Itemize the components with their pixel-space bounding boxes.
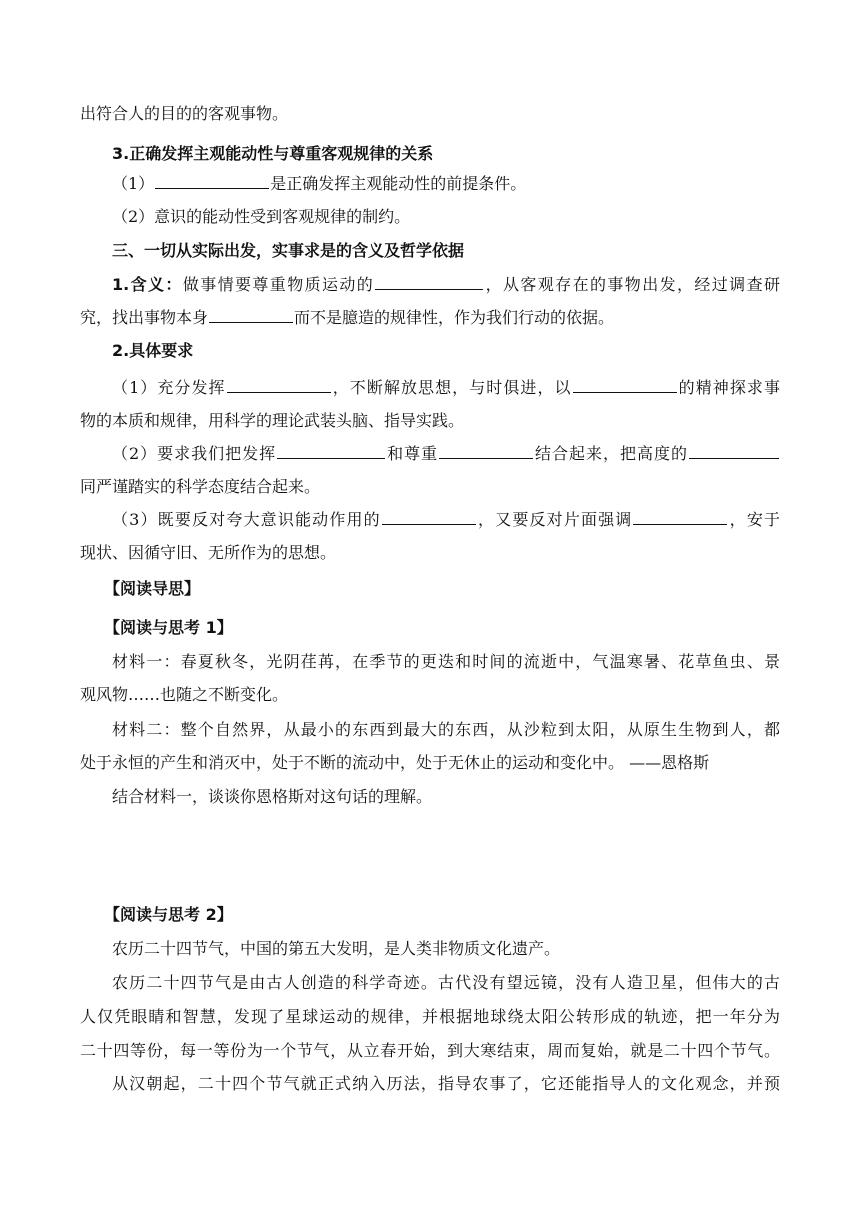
text: 处于永恒的产生和消灭中，处于不断的流动中，处于无休止的运动和变化中。 ——恩格斯 bbox=[80, 753, 710, 772]
question-1 bbox=[112, 786, 432, 808]
text: 究，找出事物本身 bbox=[80, 308, 209, 327]
material-1 bbox=[112, 651, 780, 673]
reading-guide-heading bbox=[104, 578, 200, 600]
text: 结合材料一，谈谈你恩格斯对这句话的理解。 bbox=[112, 787, 433, 806]
text: （2）要求我们把发挥 bbox=[112, 444, 277, 463]
definition-line bbox=[112, 274, 780, 296]
section-heading bbox=[112, 240, 464, 262]
text: 做事情要尊重物质运动的 bbox=[182, 275, 375, 294]
fill-blank[interactable] bbox=[277, 443, 385, 459]
definition-line-2 bbox=[80, 307, 614, 329]
requirement-1-cont bbox=[80, 410, 464, 432]
label: 1.含义： bbox=[112, 275, 183, 294]
text: 人仅凭眼睛和智慧，发现了星球运动的规律，并根据地球绕太阳公转形成的轨迹，把一年分为 bbox=[80, 1007, 780, 1026]
requirement-1 bbox=[112, 377, 780, 399]
text: 是正确发挥主观能动性的前提条件。 bbox=[270, 174, 527, 193]
heading-text: 三、一切从实际出发，实事求是的含义及哲学依据 bbox=[112, 241, 465, 260]
text-line bbox=[80, 1040, 780, 1062]
text-line bbox=[112, 938, 560, 960]
text: 材料一：春夏秋冬，光阴荏苒，在季节的更迭和时间的流逝中，气温寒暑、花草鱼虫、景 bbox=[112, 652, 780, 671]
requirement-3 bbox=[112, 509, 780, 531]
heading-text: 2.具体要求 bbox=[112, 341, 194, 360]
text: 农历二十四节气，中国的第五大发明，是人类非物质文化遗产。 bbox=[112, 939, 561, 958]
fill-blank[interactable] bbox=[227, 377, 331, 393]
fill-blank[interactable] bbox=[209, 307, 293, 323]
text: 结合起来，把高度的 bbox=[534, 444, 688, 463]
fill-blank[interactable] bbox=[439, 443, 533, 459]
text: 观风物……也随之不断变化。 bbox=[80, 685, 289, 704]
reading-think-2-heading bbox=[104, 904, 233, 926]
fill-blank[interactable] bbox=[382, 509, 476, 525]
heading-text: 3.正确发挥主观能动性与尊重客观规律的关系 bbox=[112, 144, 434, 163]
fill-blank[interactable] bbox=[375, 274, 483, 290]
item-2 bbox=[112, 206, 410, 228]
text: （1）充分发挥 bbox=[112, 378, 226, 397]
text: （1） bbox=[112, 174, 155, 193]
text-line bbox=[80, 1006, 780, 1028]
text: 的精神探求事 bbox=[677, 378, 780, 397]
text: 同严谨踏实的科学态度结合起来。 bbox=[80, 477, 321, 496]
subheading-requirements bbox=[112, 340, 193, 362]
requirement-2-cont bbox=[80, 476, 320, 498]
text-line bbox=[112, 1073, 780, 1095]
text: ，安于 bbox=[728, 510, 780, 529]
text: ，从客观存在的事物出发，经过调查研 bbox=[484, 275, 780, 294]
material-2 bbox=[112, 719, 780, 741]
text: ，不断解放思想，与时俱进，以 bbox=[331, 378, 572, 397]
text: ，又要反对片面强调 bbox=[476, 510, 633, 529]
fill-blank[interactable] bbox=[633, 509, 727, 525]
heading-text: 【阅读与思考 2】 bbox=[104, 905, 233, 924]
text: 出符合人的目的的客观事物。 bbox=[80, 104, 289, 123]
text: 物的本质和规律，用科学的理论武装头脑、指导实践。 bbox=[80, 411, 465, 430]
requirement-2 bbox=[112, 443, 780, 465]
heading-3 bbox=[112, 143, 433, 165]
text: 二十四等份，每一等份为一个节气，从立春开始，到大寒结束，周而复始，就是二十四个节气。 bbox=[80, 1041, 780, 1060]
item-1 bbox=[112, 173, 526, 195]
fill-blank[interactable] bbox=[155, 173, 269, 189]
text: 和尊重 bbox=[386, 444, 439, 463]
text: 从汉朝起，二十四个节气就正式纳入历法，指导农事了，它还能指导人的文化观念，并预 bbox=[112, 1074, 780, 1093]
fill-blank[interactable] bbox=[573, 377, 677, 393]
paragraph-line bbox=[80, 103, 288, 125]
text: 现状、因循守旧、无所作为的思想。 bbox=[80, 543, 337, 562]
text: （3）既要反对夸大意识能动作用的 bbox=[112, 510, 381, 529]
text: 农历二十四节气是由古人创造的科学奇迹。古代没有望远镜，没有人造卫星，但伟大的古 bbox=[112, 973, 780, 992]
fill-blank[interactable] bbox=[689, 443, 779, 459]
material-2-cont bbox=[80, 752, 709, 774]
text-line bbox=[112, 972, 780, 994]
heading-text: 【阅读导思】 bbox=[104, 579, 201, 598]
requirement-3-cont bbox=[80, 542, 336, 564]
reading-think-1-heading bbox=[104, 617, 233, 639]
material-1-cont bbox=[80, 684, 288, 706]
text: 而不是臆造的规律性，作为我们行动的依据。 bbox=[294, 308, 615, 327]
text: 材料二：整个自然界，从最小的东西到最大的东西，从沙粒到太阳，从原生生物到人，都 bbox=[112, 720, 780, 739]
text: （2）意识的能动性受到客观规律的制约。 bbox=[112, 207, 411, 226]
heading-text: 【阅读与思考 1】 bbox=[104, 618, 233, 637]
